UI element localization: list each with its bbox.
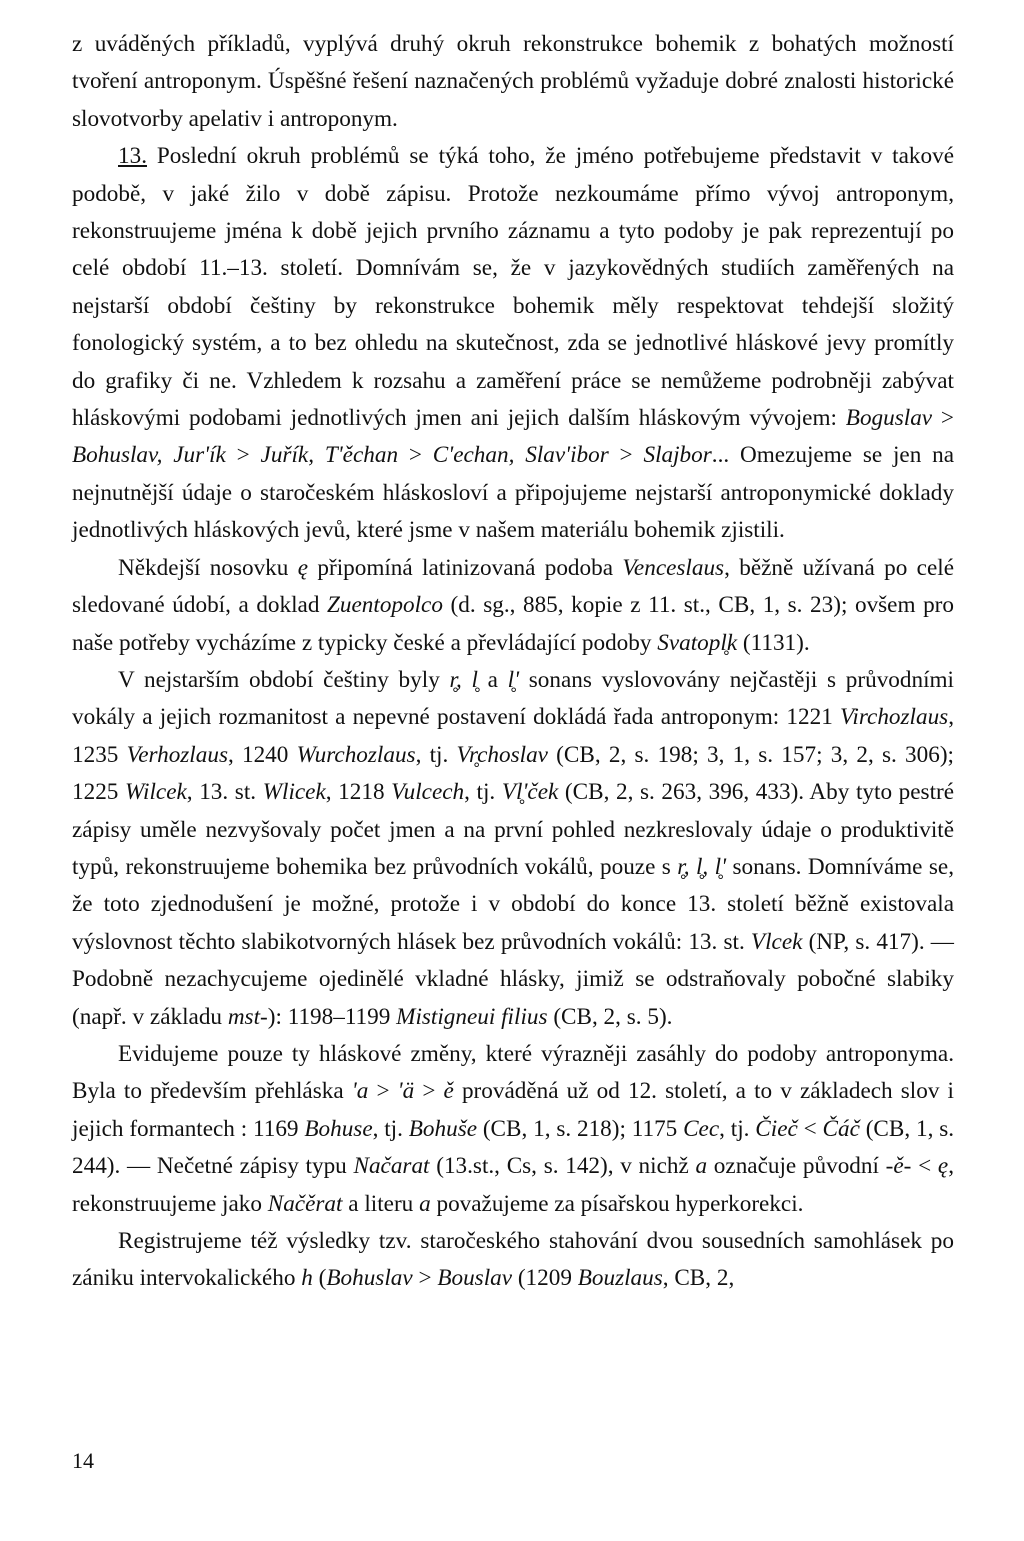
italic-term: Načěrat	[267, 1190, 343, 1217]
text-run: (CB, 1, s. 244). — Nečetné zápisy typu	[72, 1115, 955, 1180]
text-run: V nejstarším období češtiny byly	[118, 666, 450, 693]
text-run: , 13. st.	[186, 779, 263, 806]
text-run: (d. sg., 885, kopie z 11. st., CB, 1, s. 23); ovšem pro naše potřeby vycházíme z typicky české a převládající podoby	[72, 592, 954, 656]
text-run: >	[412, 1265, 438, 1292]
text-run: (NP, s. 417). — Podobně nezachycujeme ojedinělé vkladné hlásky, jimiž se odstraňovaly pobočné slabiky (např. v základu	[72, 928, 954, 1030]
page-number: 14	[72, 1448, 94, 1473]
italic-term: Bohuše	[408, 1115, 478, 1142]
italic-term: a	[419, 1190, 431, 1217]
italic-term: 'a	[351, 1078, 369, 1105]
italic-term: Bohuslav, Jur'ík	[72, 442, 226, 469]
text-run: >	[932, 405, 955, 432]
italic-term: Cec	[683, 1115, 720, 1142]
text-run: (	[312, 1265, 327, 1292]
text-run: (CB, 2, s. 198; 3, 1, s. 157; 3, 2, s. 306); 1225	[72, 741, 955, 806]
text-run: prováděná už od 12. století, a to v základech slov i jejich formantech : 1169	[72, 1078, 954, 1142]
paragraph-3	[72, 550, 954, 662]
italic-term: Vulcech	[391, 779, 465, 806]
text-run: ): 1198–1199	[267, 1003, 397, 1030]
text-run: a	[477, 666, 508, 693]
text-run: , tj.	[372, 1115, 409, 1142]
text-run: <	[797, 1115, 823, 1142]
text-run: , 1235	[72, 704, 954, 768]
italic-term: Vlcek	[750, 928, 803, 955]
text-run: , tj.	[415, 741, 457, 768]
paragraph-4	[72, 662, 954, 1036]
italic-term: Svatopl̥k	[657, 629, 738, 656]
text-run: (13.st., Cs, s. 142), v nichž	[429, 1153, 696, 1180]
text-run: Registrujeme též výsledky tzv. staročeského stahování dvou sousedních samohlásek po zániku intervokalického	[72, 1228, 954, 1292]
text-run: , rekonstruujeme jako	[72, 1153, 954, 1217]
italic-term: Wlicek	[262, 779, 326, 806]
italic-term: Čieč	[755, 1115, 798, 1142]
text-run: , 1218	[325, 779, 392, 806]
italic-term: r̥, l̥, l̥'	[677, 853, 727, 880]
italic-term: Wilcek	[125, 779, 187, 806]
text-run: připomíná latinizovaná podoba	[308, 554, 623, 581]
italic-term: l̥'	[507, 666, 520, 693]
italic-term: mst-	[227, 1003, 268, 1030]
italic-term: Juřík, T'ěchan	[260, 442, 399, 469]
italic-term: ě	[443, 1078, 454, 1105]
text-run: Poslední okruh problémů se týká toho, že jméno potřebujeme představit v takové podobě, v jaké žilo v době zápisu. Protože nezkoumáme přímo vývoj antroponym, rekonstruujeme jména k době jejich prvního záznamu a tyto podoby je pak reprezentují po celé období 11.–13. století. Domnívám se, že v jazykovědných studiích zaměřených na nejstarší období češtiny by rekonstrukce bohemik měly respektovat tehdejší složitý fonologický systém, a to bez ohledu na skutečnost, zda se jednotlivé hláskové jevy promítly do grafiky či ne. Vzhledem k rozsahu a zaměření práce se nemůžeme podrobněji zabývat hláskovými podobami jednotlivých jmen ani jejich dalším hláskovým vývojem:	[72, 143, 954, 432]
section-number: 13.	[118, 143, 147, 170]
paragraph-6	[72, 1223, 954, 1298]
italic-term: Wurchozlaus	[296, 741, 416, 768]
text-run: , tj.	[464, 779, 502, 806]
italic-term: a	[695, 1153, 708, 1180]
italic-term: Slajbor	[643, 442, 712, 469]
text-run: z uváděných příkladů, vyplývá druhý okruh rekonstrukce bohemik z bohatých možností tvoření antroponym. Úspěšné řešení naznačených problémů vyžaduje dobré znalosti historické slovotvorby apelativ i antroponym.	[72, 31, 954, 132]
text-run: (1131).	[737, 629, 810, 656]
italic-term: Bouslav	[437, 1265, 513, 1292]
text-run: , tj.	[719, 1115, 756, 1142]
text-run: >	[225, 442, 261, 469]
text-run: , 1240	[227, 741, 297, 768]
italic-term: ę	[937, 1153, 949, 1180]
italic-term: 'ä	[397, 1078, 415, 1105]
paragraph-5	[72, 1036, 954, 1223]
italic-term: Načarat	[353, 1153, 430, 1180]
italic-term: Bouzlaus	[577, 1265, 663, 1292]
text-run: označuje původní	[707, 1153, 886, 1180]
italic-term: -ě-	[885, 1153, 912, 1180]
text-run: ... Omezujeme se jen na nejnutnější údaje o staročeském hláskosloví a připojujeme nejstarší antroponymické doklady jednotlivých hláskových jevů, které jsme v našem materiálu bohemik zjistili.	[72, 442, 955, 544]
text-run: , běžně užívaná po celé sledované údobí, a doklad	[72, 554, 954, 619]
text-run: (1209	[512, 1265, 578, 1292]
italic-term: Virchozlaus	[839, 704, 949, 731]
paragraph-2	[72, 138, 954, 549]
text-run: >	[368, 1078, 398, 1105]
paragraph-1	[72, 26, 954, 138]
text-run: Někdejší nosovku	[118, 554, 298, 581]
text-run: sonans vyslovovány nejčastěji s průvodními vokály a jejich rozmanitost a nepevné postavení dokládá řada antroponym: 1221	[72, 666, 954, 731]
text-run: >	[608, 442, 644, 469]
italic-term: Bohuslav	[326, 1265, 413, 1292]
italic-term: r̥, l̥	[449, 666, 478, 693]
italic-term: h	[301, 1265, 313, 1292]
italic-term: Vl̥'ček	[501, 779, 559, 806]
italic-term: Bohuse	[304, 1115, 373, 1142]
italic-term: Venceslaus	[622, 554, 725, 581]
text-run: Evidujeme pouze ty hláskové změny, které výrazněji zasáhly do podoby antroponyma. Byla to především přehláska	[72, 1040, 954, 1105]
italic-term: ę	[297, 554, 309, 581]
italic-term: Mistigneui filius	[396, 1003, 548, 1030]
text-run: >	[414, 1078, 444, 1105]
italic-term: C'echan, Slav'ibor	[432, 442, 609, 469]
text-run: sonans. Domníváme se, že toto zjednodušení je možné, protože i v období do konce 13. století běžně existovala výslovnost těchto slabikotvorných hlásek bez průvodních vokálů: 13. st.	[72, 853, 954, 955]
page-body	[72, 26, 954, 1298]
italic-term: Čáč	[822, 1115, 860, 1142]
text-run: a literu	[342, 1190, 420, 1217]
italic-term: Boguslav	[845, 405, 933, 432]
text-run: <	[911, 1153, 938, 1180]
text-run: (CB, 2, s. 5).	[547, 1003, 673, 1030]
italic-term: Vr̥choslav	[456, 741, 548, 768]
italic-term: Zuentopolco	[327, 592, 443, 619]
italic-term: Verhozlaus	[126, 741, 228, 768]
text-run: , CB, 2,	[662, 1265, 735, 1292]
text-run: (CB, 1, s. 218); 1175	[477, 1115, 684, 1142]
text-run: >	[398, 442, 433, 469]
text-run: (CB, 2, s. 263, 396, 433). Aby tyto pestré zápisy uměle nezvyšovaly počet jmen a na první pohled nezkreslovaly údaje o produktivitě typů, rekonstruujeme bohemika bez průvodních vokálů, pouze s	[72, 779, 955, 880]
text-run: považujeme za písařskou hyperkorekci.	[430, 1190, 804, 1217]
